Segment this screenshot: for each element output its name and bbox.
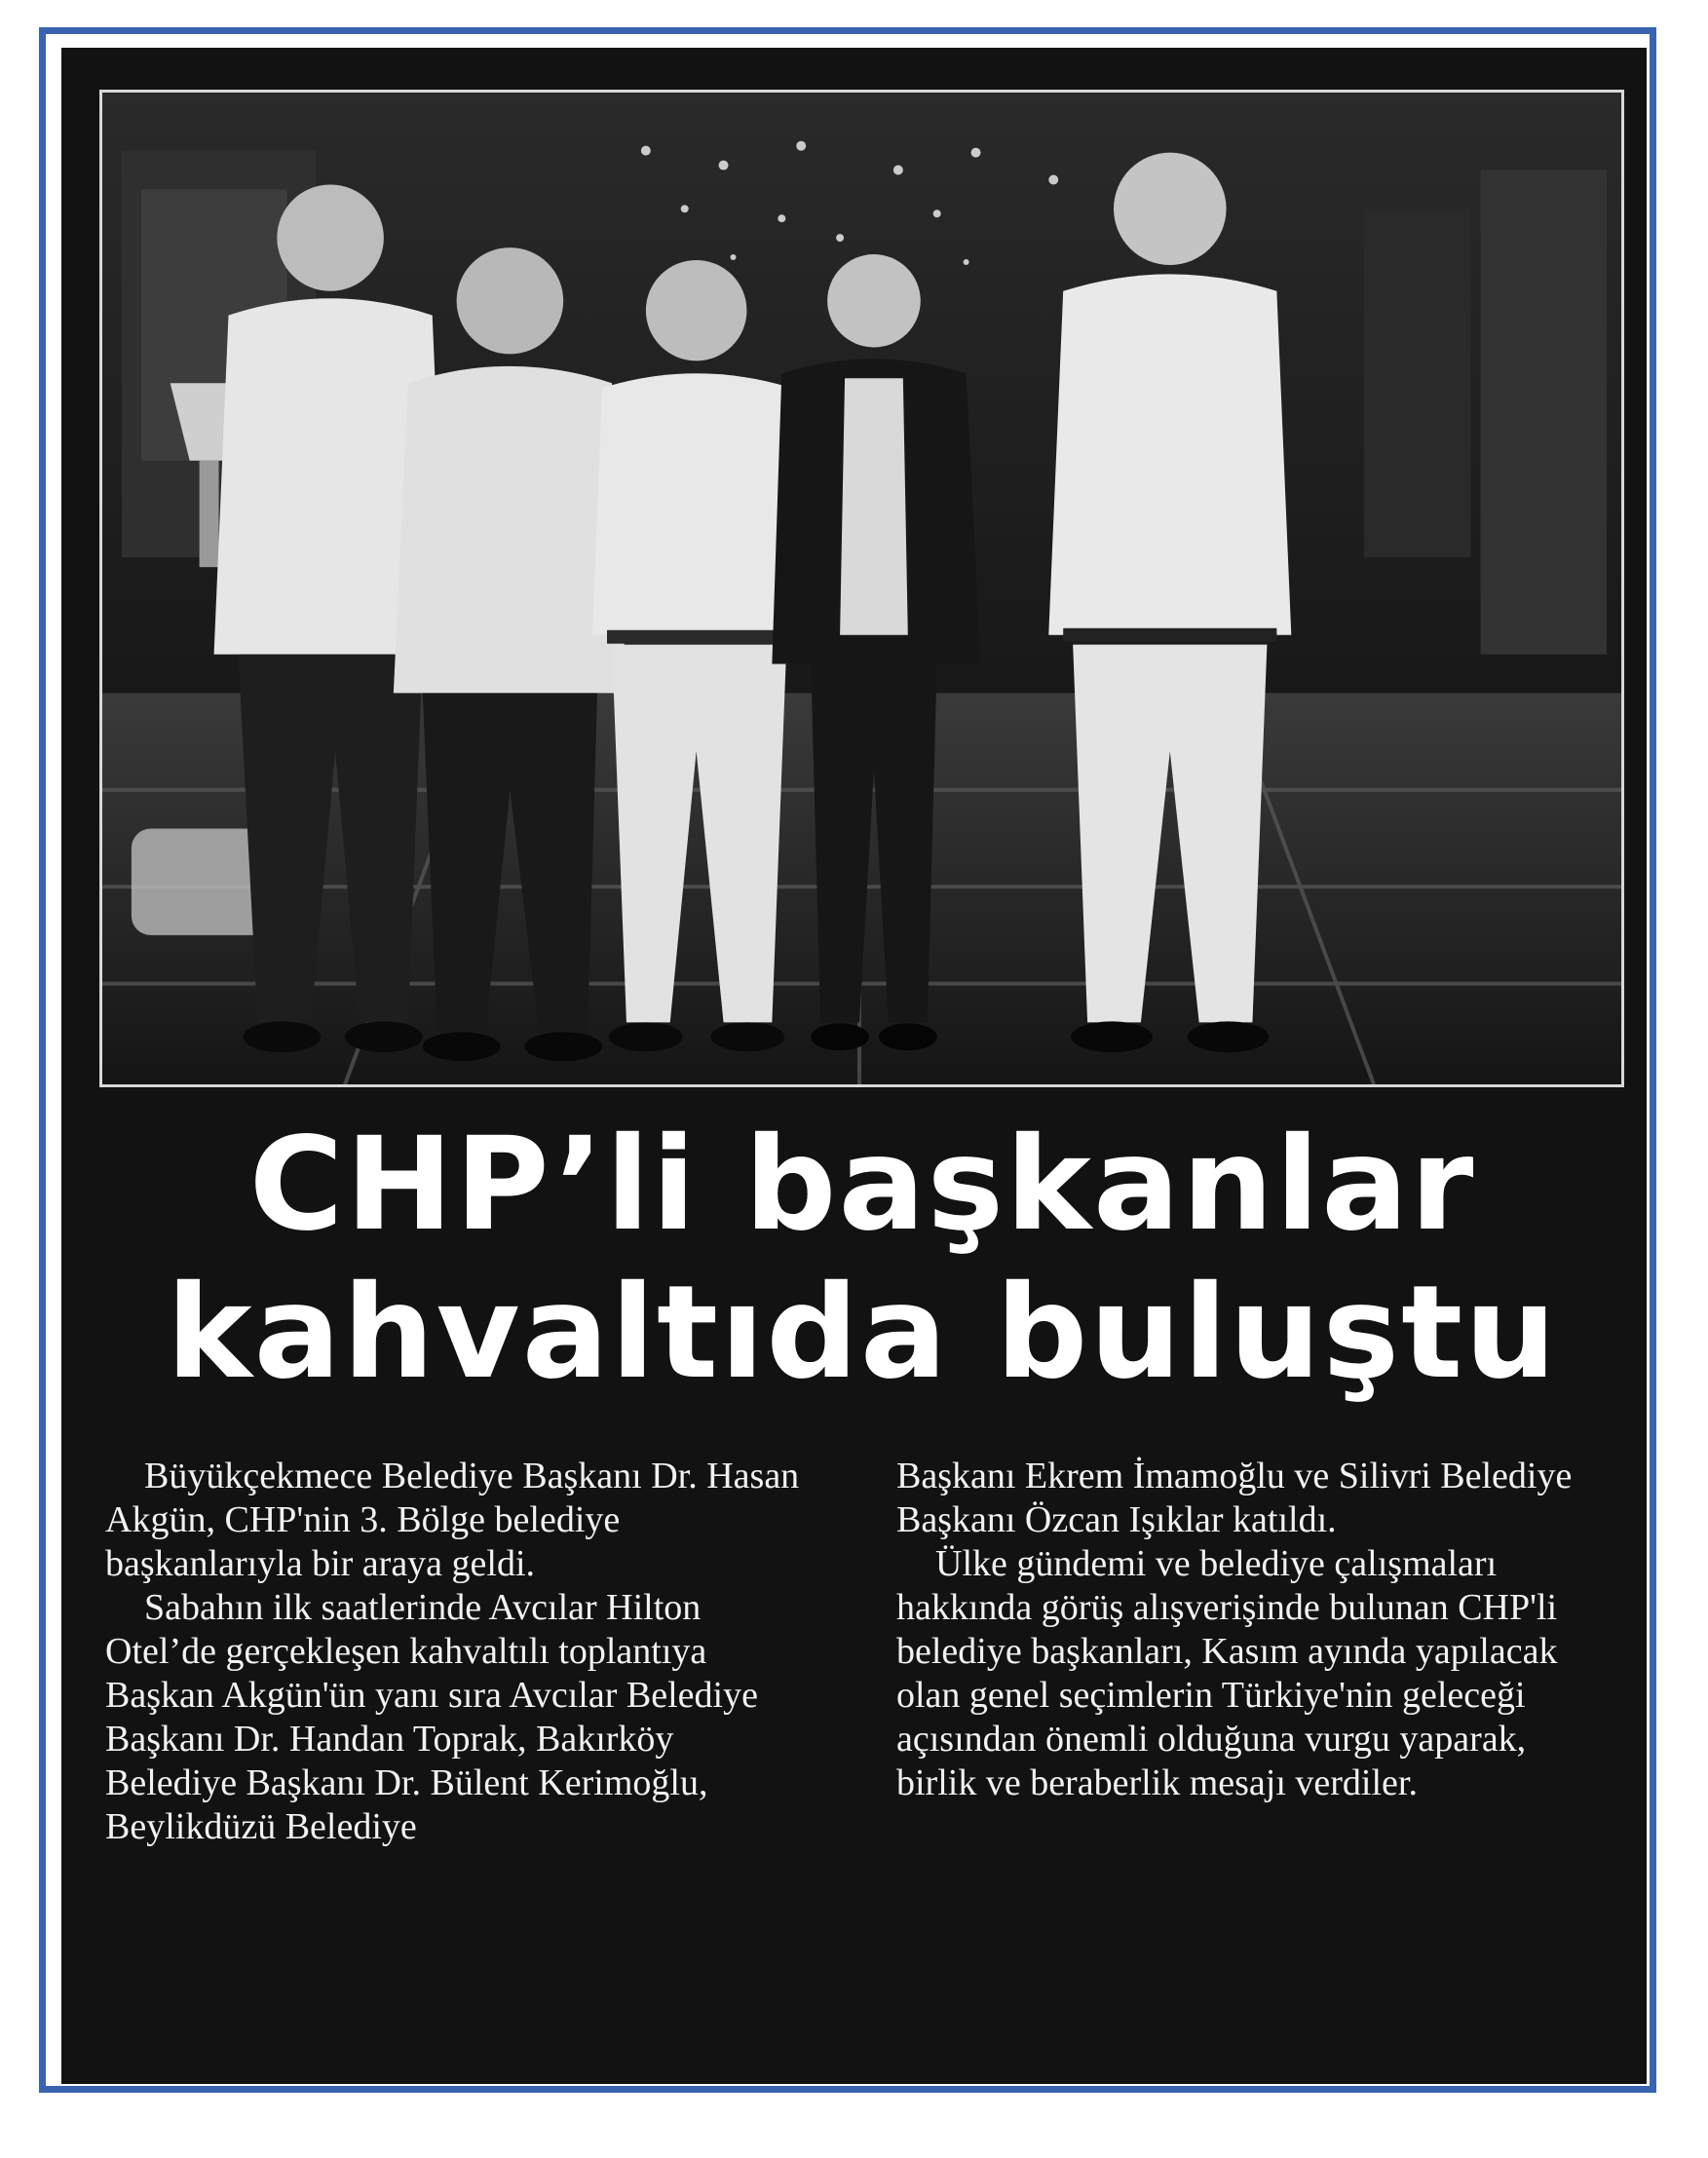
headline-line-2: kahvaltıda buluştu <box>166 1258 1559 1408</box>
right-paragraph-1: Başkanı Ekrem İmamoğlu ve Silivri Belediye Başkanı Özcan Işıklar katıldı. <box>896 1456 1573 1540</box>
headline <box>88 1111 1637 1407</box>
right-paragraph-2: Ülke gündemi ve belediye çalışmaları hakkında görüş alışverişinde bulunan CHP'li belediye başkanları, Kasım ayında yapılacak olan genel seçimlerin Türkiye'nin geleceği açısından önemli olduğuna vurgu yaparak, birlik ve beraberlik mesajı verdiler. <box>896 1543 1558 1803</box>
left-paragraph-2: Sabahın ilk saatlerinde Avcılar Hilton Otel’de gerçekleşen kahvaltılı toplantıya Başkan Akgün'ün yanı sıra Avcılar Belediye Başkanı Dr. Handan Toprak, Bakırköy Belediye Başkanı Dr. Bülent Kerimoğlu, Beylikdüzü Belediye <box>105 1587 758 1847</box>
left-paragraph-1: Büyükçekmece Belediye Başkanı Dr. Hasan Akgün, CHP'nin 3. Bölge belediye başkanlarıyla bir araya geldi. <box>105 1456 800 1584</box>
article-column-right <box>896 1455 1598 1805</box>
article-column-left <box>105 1455 807 1849</box>
group-photo <box>99 90 1624 1087</box>
group-photo-image <box>102 93 1621 1084</box>
headline-line-1: CHP’li başkanlar <box>248 1110 1476 1260</box>
